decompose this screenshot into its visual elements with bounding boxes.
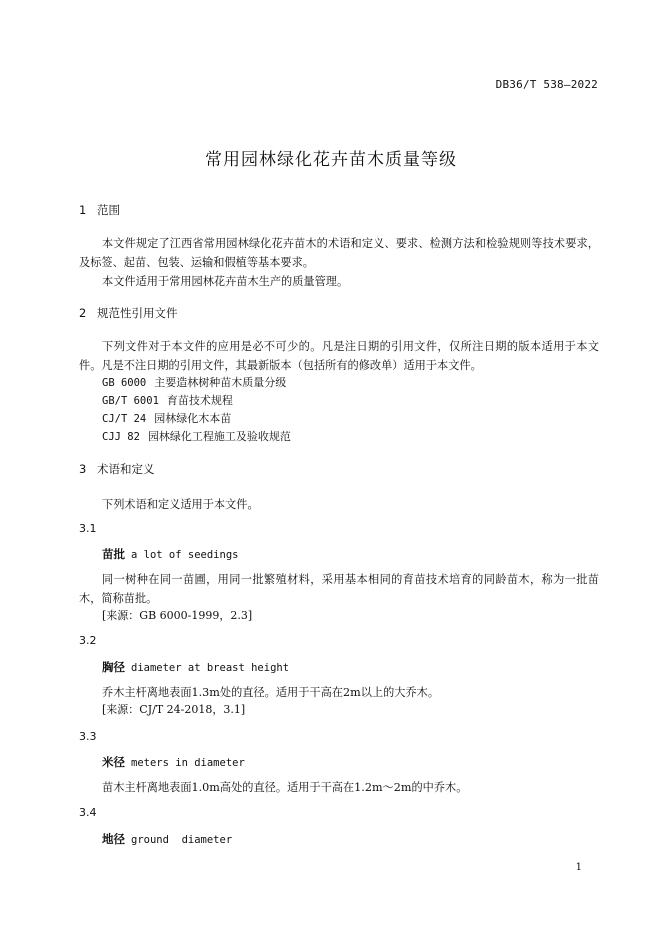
- section-title: 范围: [97, 203, 120, 217]
- reference-title: 园林绿化木本苗: [154, 412, 232, 425]
- references-paragraph: 下列文件对于本文件的应用是必不可少的。凡是注日期的引用文件，仅所注日期的版本适用于本文件。凡是不注日期的引用文件，其最新版本（包括所有的修改单）适用于本文件。: [79, 340, 599, 372]
- term-entry: [102, 754, 245, 770]
- reference-title: 主要造林树种苗木质量分级: [154, 376, 287, 389]
- term-entry: [102, 659, 289, 675]
- term-entry: [102, 546, 238, 562]
- reference-code: GB 6000: [102, 377, 147, 389]
- reference-code: CJ/T 24: [102, 413, 147, 425]
- reference-code: GB/T 6001: [102, 395, 159, 407]
- reference-item: [102, 410, 231, 426]
- section-title: 术语和定义: [97, 462, 155, 476]
- page-number: 1: [575, 862, 582, 873]
- term-definition: [79, 683, 599, 702]
- clause-number: 3.4: [79, 806, 97, 819]
- term-definition: [79, 778, 599, 797]
- term-source: [来源：CJ/T 24-2018，3.1]: [102, 703, 246, 716]
- reference-item: [102, 392, 233, 408]
- term-english: diameter at breast height: [131, 662, 290, 674]
- section-number: 1: [79, 203, 87, 217]
- term-chinese: 苗批: [102, 547, 125, 561]
- reference-title: 育苗技术规程: [166, 394, 233, 407]
- scope-paragraphs: [79, 234, 599, 291]
- term-definition: [79, 570, 599, 608]
- scope-paragraph-2: 本文件适用于常用园林花卉苗木生产的质量管理。: [102, 275, 349, 288]
- reference-title: 园林绿化工程施工及验收规范: [147, 430, 291, 443]
- term-chinese: 地径: [102, 832, 125, 846]
- section-title: 规范性引用文件: [97, 306, 178, 320]
- term-english: a lot of seedings: [131, 549, 239, 561]
- clause-number: 3.1: [79, 522, 97, 535]
- term-source: [来源：GB 6000-1999，2.3]: [102, 609, 253, 622]
- term-english: ground diameter: [131, 834, 233, 846]
- definition-text: 乔木主杆离地表面1.3m处的直径。适用于干高在2m以上的大乔木。: [102, 686, 440, 699]
- clause-number: 3.3: [79, 730, 97, 743]
- reference-code: CJJ 82: [102, 431, 140, 443]
- section-number: 3: [79, 462, 87, 476]
- terms-intro: [79, 495, 599, 514]
- section-heading-terms: [79, 461, 155, 477]
- term-chinese: 米径: [102, 755, 125, 769]
- document-title: 常用园林绿化花卉苗木质量等级: [205, 150, 457, 170]
- references-intro: [79, 337, 599, 375]
- section-heading-scope: [79, 202, 120, 218]
- section-heading-normative-references: [79, 305, 178, 321]
- reference-item: [102, 374, 286, 390]
- clause-number: 3.2: [79, 634, 97, 647]
- section-number: 2: [79, 306, 87, 320]
- term-english: meters in diameter: [131, 757, 245, 769]
- term-entry: [102, 831, 232, 847]
- scope-paragraph-1: 本文件规定了江西省常用园林绿化花卉苗木的术语和定义、要求、检测方法和检验规则等技术要求，及标签、起苗、包装、运输和假植等基本要求。: [79, 237, 599, 269]
- definition-text: 同一树种在同一苗圃，用同一批繁殖材料，采用基本相同的育苗技术培育的同龄苗木，称为一批苗木，简称苗批。: [79, 573, 599, 605]
- reference-item: [102, 428, 291, 444]
- term-chinese: 胸径: [102, 660, 125, 674]
- terms-paragraph: 下列术语和定义适用于本文件。: [102, 498, 259, 511]
- definition-text: 苗木主杆离地表面1.0m高处的直径。适用于干高在1.2m～2m的中乔木。: [102, 781, 468, 794]
- document-number: DB36/T 538—2022: [495, 78, 598, 91]
